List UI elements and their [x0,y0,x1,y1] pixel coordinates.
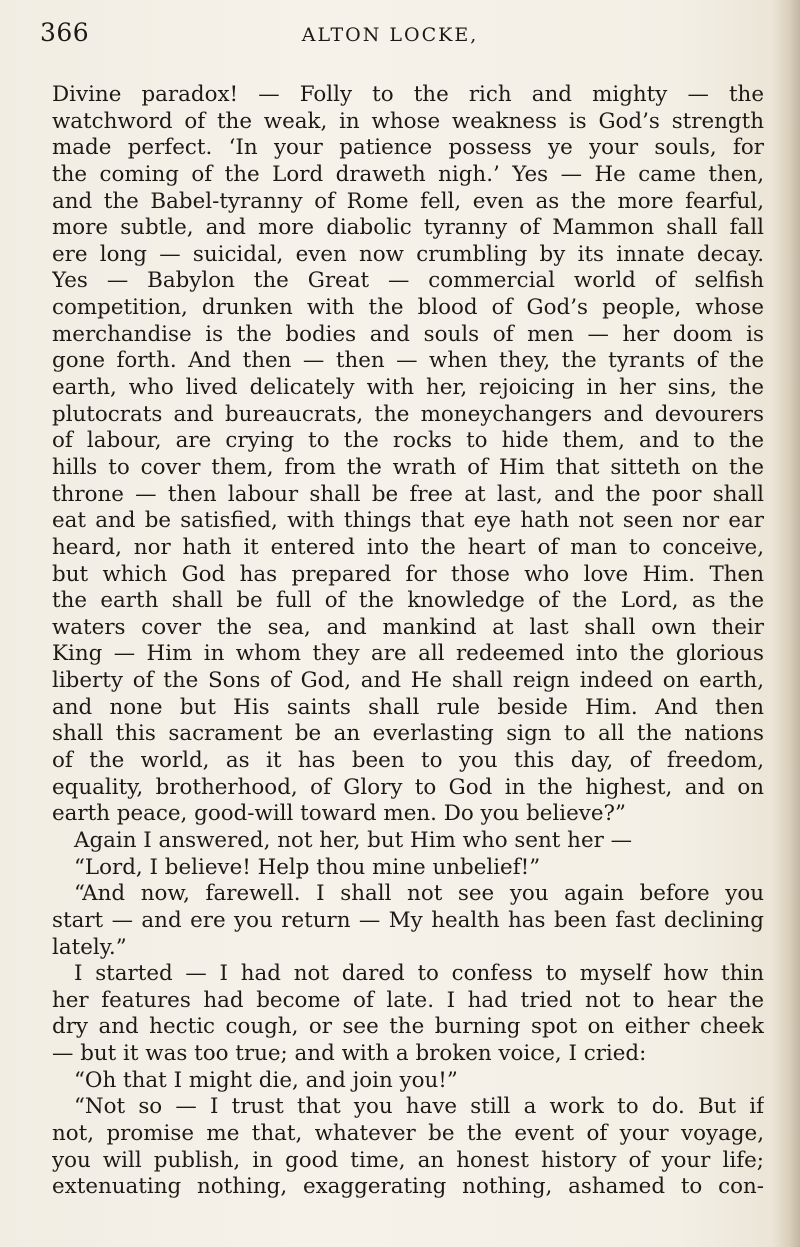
text-line: Divine paradox! — Folly to the rich and mighty — the [52,82,764,107]
text-line: throne — then labour shall be free at last, and the poor shall [52,481,764,507]
text-line: you will publish, in good time, an honest history of your life; [52,1147,764,1173]
text-line: the earth shall be full of the knowledge of the Lord, as the [52,588,764,614]
text-line: made perfect. ‘In your patience possess ye your souls, for [52,135,764,161]
text-line: lately.” [52,934,127,960]
text-line: more subtle, and more diabolic tyranny of Mammon shall fall [52,215,764,241]
text-line: King — Him in whom they are all redeemed into the glorious [52,641,764,667]
body-text [52,82,764,1201]
text-line: watchword of the weak, in whose weakness is God’s strength [52,108,764,134]
text-line: liberty of the Sons of God, and He shall reign indeed on earth, [52,668,764,694]
text-line: waters cover the sea, and mankind at last shall own their [52,614,764,640]
text-line: “Not so — I trust that you have still a work to do. But if [74,1094,764,1120]
text-line: shall this sacrament be an everlasting sign to all the nations [52,721,764,747]
text-line: her features had become of late. I had tried not to hear the [52,987,764,1013]
text-line: start — and ere you return — My health has been fast declining [52,907,764,933]
page-number: 366 [40,18,90,47]
text-line: — but it was too true; and with a broken voice, I cried: [52,1041,647,1067]
text-line: Again I answered, not her, but Him who sent her — [74,827,633,853]
text-line: Yes — Babylon the Great — commercial world of selfish [52,268,764,294]
text-line: “Lord, I believe! Help thou mine unbelief!” [74,854,541,880]
text-line: merchandise is the bodies and souls of men — her doom is [52,321,764,347]
text-line: gone forth. And then — then — when they, the tyrants of the [52,348,764,374]
text-line: ere long — suicidal, even now crumbling by its innate decay. [52,241,764,267]
text-line: and none but His saints shall rule beside Him. And then [52,694,764,720]
text-line: heard, nor hath it entered into the heart of man to conceive, [52,534,764,560]
text-line: eat and be satisfied, with things that eye hath not seen nor ear [52,508,764,534]
text-line: competition, drunken with the blood of God’s people, whose [52,295,764,321]
text-line: “And now, farewell. I shall not see you again before you [74,881,764,907]
page-header [40,18,740,58]
text-line: the coming of the Lord draweth nigh.’ Yes — He came then, [52,161,764,187]
text-line: hills to cover them, from the wrath of Him that sitteth on the [52,454,764,480]
text-line: of the world, as it has been to you this day, of freedom, [52,748,764,774]
text-line: equality, brotherhood, of Glory to God in the highest, and on [52,774,764,800]
text-line: plutocrats and bureaucrats, the moneychangers and devourers [52,401,764,427]
text-line: of labour, are crying to the rocks to hide them, and to the [52,428,764,454]
text-line: “Oh that I might die, and join you!” [74,1067,458,1093]
page-edge-shadow [772,0,800,1247]
text-line: not, promise me that, whatever be the event of your voyage, [52,1120,764,1146]
text-line: and the Babel-tyranny of Rome fell, even as the more fearful, [52,188,764,214]
text-line: earth, who lived delicately with her, rejoicing in her sins, the [52,375,764,401]
text-line: dry and hectic cough, or see the burning spot on either cheek [52,1014,764,1040]
text-line: I started — I had not dared to confess to myself how thin [74,961,764,987]
running-head: ALTON LOCKE, [301,24,479,46]
text-line: earth peace, good-will toward men. Do you believe?” [52,801,626,827]
text-line: extenuating nothing, exaggerating nothing, ashamed to con- [52,1174,764,1200]
text-line: but which God has prepared for those who love Him. Then [52,561,764,587]
